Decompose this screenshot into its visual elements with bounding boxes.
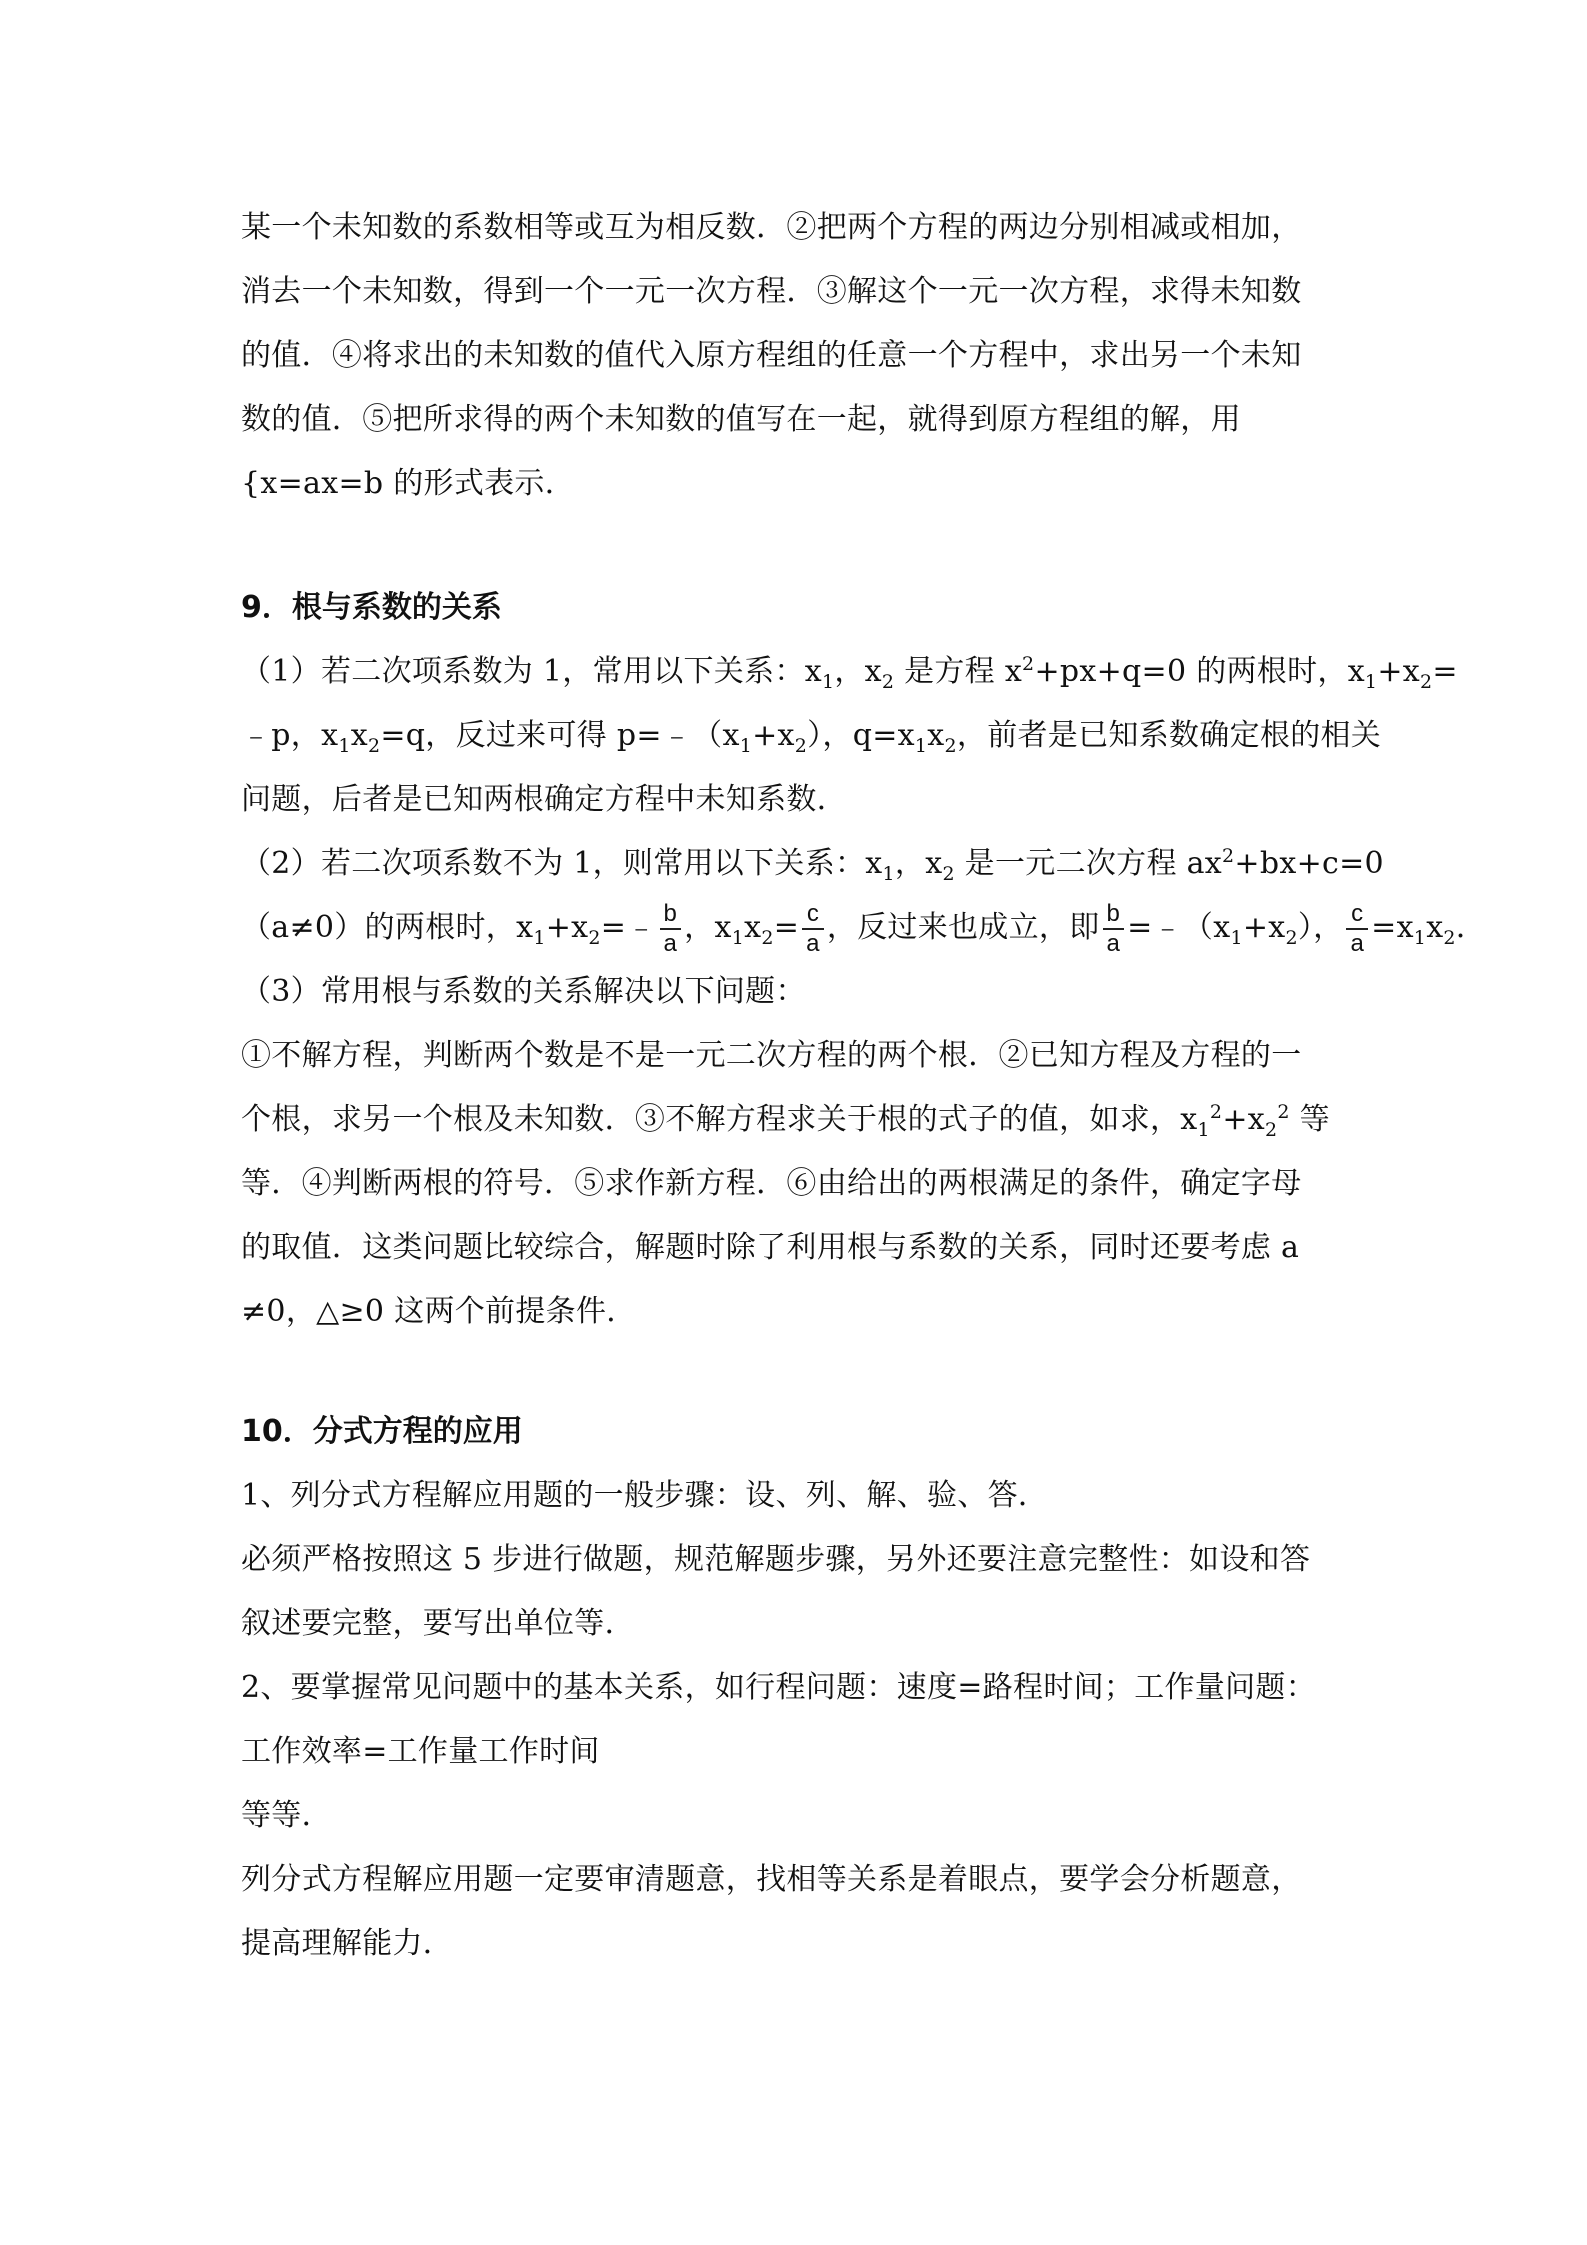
text-line: 问题，后者是已知两根确定方程中未知系数． [241, 782, 847, 817]
fraction-c-over-a: $\frac{c}{a}$ [1346, 902, 1368, 956]
fraction-b-over-a: $\frac{b}{a}$ [660, 902, 682, 956]
section-9 [241, 576, 1487, 1344]
text-line: （1）若二次项系数为 1，常用以下关系：$x_1$，$x_2$ 是方程 $x^2+px+q=0$ 的两根时，$x_1+x_2=$ [241, 653, 1458, 693]
text-line: {x=ax=b 的形式表示． [241, 466, 576, 501]
text-line: 数的值．⑤把所求得的两个未知数的值写在一起，就得到原方程组的解，用 [241, 402, 1241, 437]
text-line: 叙述要完整，要写出单位等． [241, 1606, 635, 1641]
text-line: 2、要掌握常见问题中的基本关系，如行程问题：速度=路程时间；工作量问题： [241, 1670, 1317, 1705]
text-line: 消去一个未知数，得到一个一元一次方程．③解这个一元一次方程，求得未知数 [241, 274, 1302, 309]
text-line: 的值．④将求出的未知数的值代入原方程组的任意一个方程中，求出另一个未知 [241, 338, 1302, 373]
text-line: （2）若二次项系数不为 1，则常用以下关系：$x_1$，$x_2$ 是一元二次方程 $ax^2+bx+c=0$ [241, 845, 1384, 885]
text-line: 的取值．这类问题比较综合，解题时除了利用根与系数的关系，同时还要考虑 a [241, 1230, 1300, 1265]
section-heading: 9．根与系数的关系 [241, 590, 502, 625]
text-line: 提高理解能力． [241, 1926, 454, 1961]
text-line: 1、列分式方程解应用题的一般步骤：设、列、解、验、答． [241, 1478, 1049, 1513]
text-line: 等．④判断两根的符号．⑤求作新方程．⑥由给出的两根满足的条件，确定字母 [241, 1166, 1302, 1201]
document-page [241, 196, 1487, 1976]
section-8-continuation [241, 196, 1356, 516]
text-line: 某一个未知数的系数相等或互为相反数．②把两个方程的两边分别相减或相加， [241, 210, 1302, 245]
text-line: 必须严格按照这 5 步进行做题，规范解题步骤，另外还要注意完整性：如设和答 [241, 1542, 1311, 1577]
text-line: ≠0，△≥0 这两个前提条件． [241, 1294, 637, 1329]
section-heading: 10．分式方程的应用 [241, 1414, 523, 1449]
section-10 [241, 1400, 1356, 1976]
text-line: ①不解方程，判断两个数是不是一元二次方程的两个根．②已知方程及方程的一 [241, 1038, 1302, 1073]
text-line: （3）常用根与系数的关系解决以下问题： [241, 974, 806, 1009]
text-line: 等等． [241, 1798, 332, 1833]
text-line: 工作效率=工作量工作时间 [241, 1734, 600, 1769]
text-line: （a≠0）的两根时，$x_1+x_2=﹣$ $\frac{b}{a}$ ，$x_1x_2=$ $\frac{c}{a}$ ，反过来也成立，即 $\frac{b}{a}$ $=﹣(x_1+x_2)$， $\frac{c}{a}$ $=x_1x_2$． [241, 900, 1487, 957]
text-line: 个根，求另一个根及未知数．③不解方程求关于根的式子的值，如求，$x_1^2+x_2^2$ 等 [241, 1101, 1330, 1141]
text-line: 列分式方程解应用题一定要审清题意，找相等关系是着眼点，要学会分析题意， [241, 1862, 1302, 1897]
fraction-c-over-a: $\frac{c}{a}$ [802, 902, 824, 956]
fraction-b-over-a: $\frac{b}{a}$ [1103, 902, 1125, 956]
text-line: ﹣p，$x_1x_2=q$，反过来可得 $p=﹣(x_1+x_2)$，$q=x_1x_2$，前者是已知系数确定根的相关 [241, 718, 1382, 757]
